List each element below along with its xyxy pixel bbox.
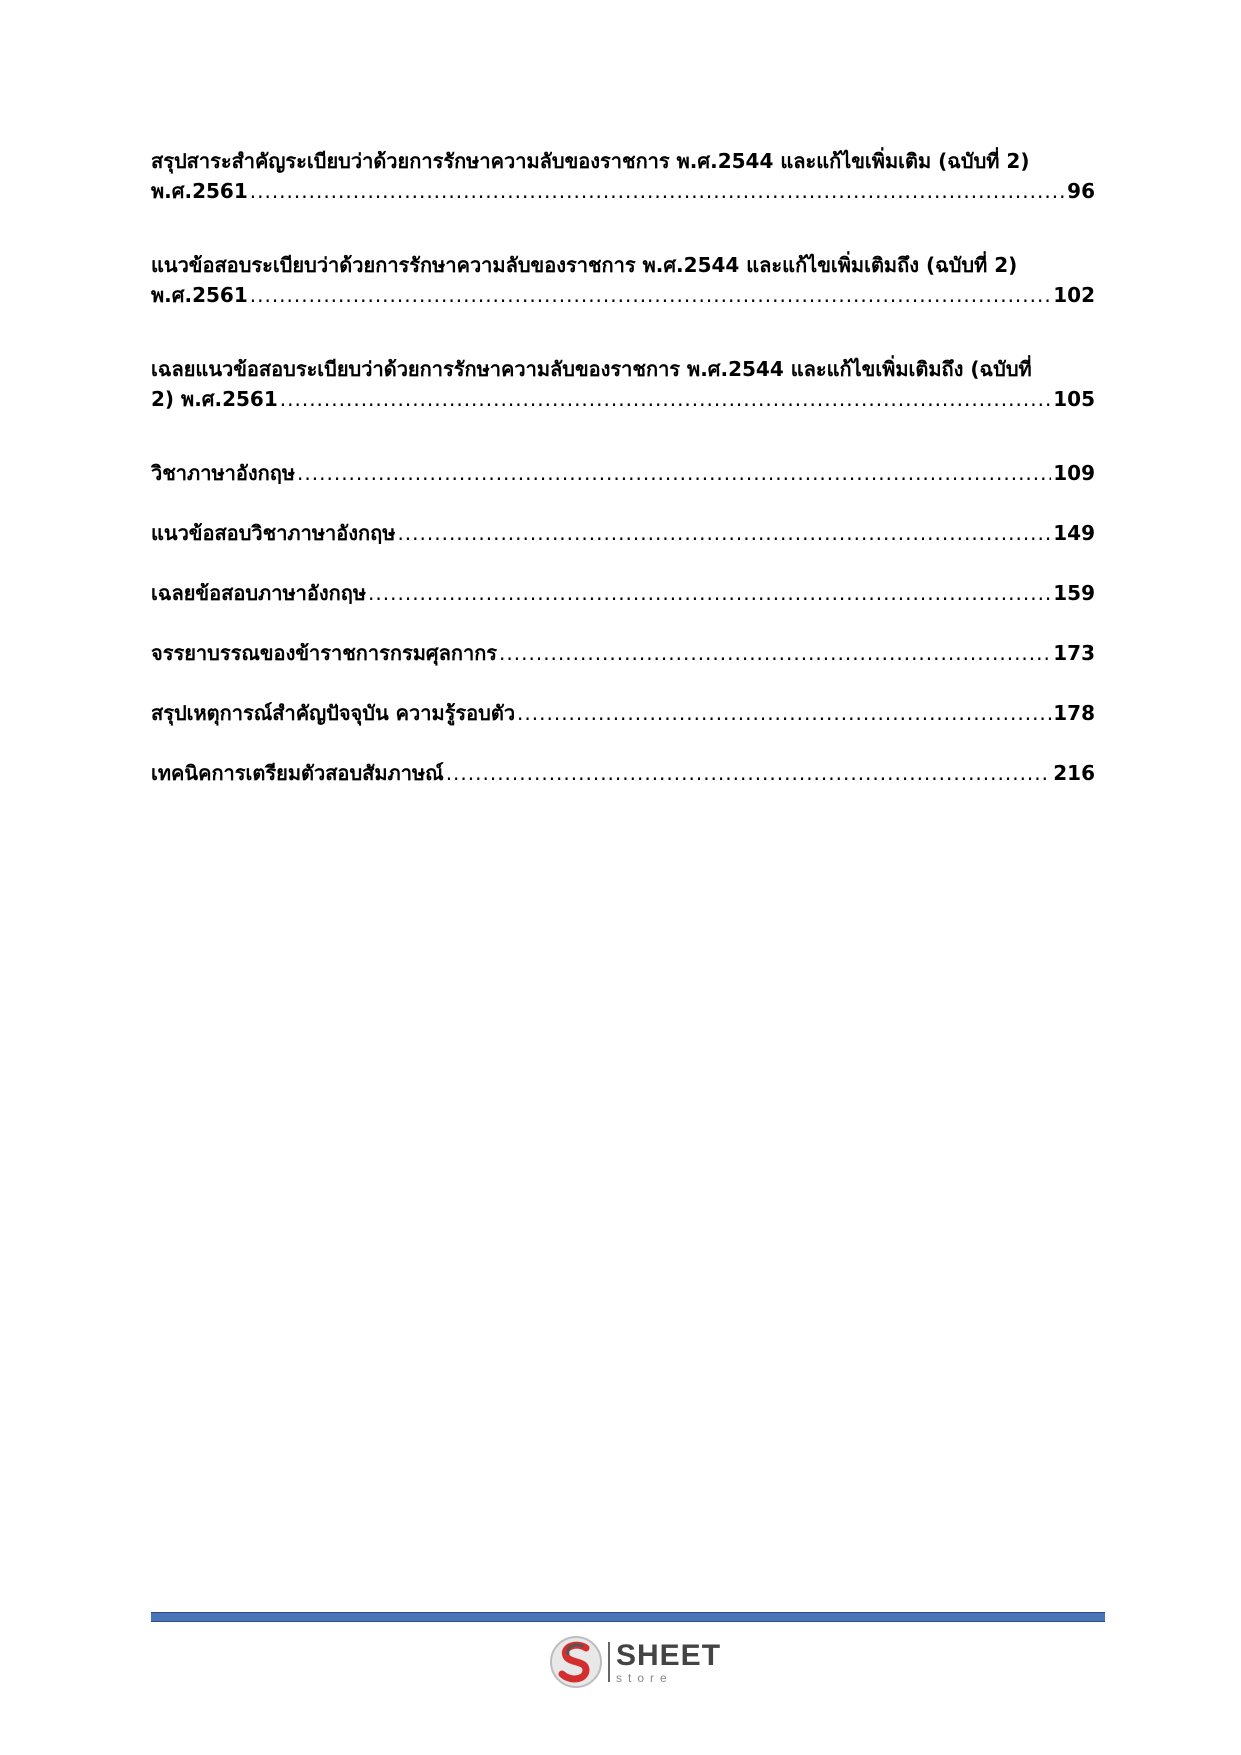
toc-entry[interactable] [151, 146, 1095, 206]
dot-leader [250, 176, 1065, 206]
toc-entry-title: เฉลยแนวข้อสอบระเบียบว่าด้วยการรักษาความลับของราชการ พ.ศ.2544 และแก้ไขเพิ่มเติมถึง (ฉบับที่ [151, 357, 1032, 381]
toc-entry-title-end: พ.ศ.2561 [151, 179, 248, 203]
toc-page-number: 105 [1053, 387, 1095, 411]
footer-divider [151, 1612, 1105, 1622]
table-of-contents [151, 146, 1095, 818]
toc-entry-title: เทคนิคการเตรียมตัวสอบสัมภาษณ์ [151, 761, 444, 785]
toc-page-number: 96 [1067, 179, 1095, 203]
toc-entry-title-end: พ.ศ.2561 [151, 283, 248, 307]
logo-wordmark: SHEET [616, 1638, 722, 1672]
dot-leader [368, 578, 1051, 608]
toc-entry-title: สรุปสาระสำคัญระเบียบว่าด้วยการรักษาความลับของราชการ พ.ศ.2544 และแก้ไขเพิ่มเติม (ฉบับที่ 2) [151, 149, 1030, 173]
dot-leader [499, 638, 1051, 668]
toc-page-number: 109 [1053, 461, 1095, 485]
dot-leader [250, 280, 1052, 310]
dot-leader [280, 384, 1051, 414]
dot-leader [297, 458, 1051, 488]
dot-leader [446, 758, 1052, 788]
toc-entry[interactable] [151, 354, 1095, 414]
toc-page-number: 173 [1053, 641, 1095, 665]
sheet-store-logo [548, 1634, 728, 1690]
toc-entry-title: จรรยาบรรณของข้าราชการกรมศุลกากร [151, 641, 498, 665]
logo-separator [608, 1642, 610, 1682]
toc-entry-title: วิชาภาษาอังกฤษ [151, 461, 296, 485]
toc-entry[interactable] [151, 458, 1095, 488]
toc-entry-title: แนวข้อสอบระเบียบว่าด้วยการรักษาความลับของราชการ พ.ศ.2544 และแก้ไขเพิ่มเติมถึง (ฉบับที่ 2) [151, 253, 1018, 277]
toc-page-number: 149 [1053, 521, 1095, 545]
logo-subtitle: store [616, 1670, 673, 1685]
sheet-store-logo-icon [548, 1634, 604, 1690]
toc-entry-title: เฉลยข้อสอบภาษาอังกฤษ [151, 581, 367, 605]
dot-leader [397, 518, 1051, 548]
toc-page-number: 159 [1053, 581, 1095, 605]
dot-leader [517, 698, 1051, 728]
toc-entry-title: สรุปเหตุการณ์สำคัญปัจจุบัน ความรู้รอบตัว [151, 701, 516, 725]
toc-page-number: 216 [1053, 761, 1095, 785]
toc-page-number: 178 [1053, 701, 1095, 725]
toc-entry[interactable] [151, 578, 1095, 608]
toc-entry-title-end: 2) พ.ศ.2561 [151, 387, 278, 411]
toc-page-number: 102 [1053, 283, 1095, 307]
toc-entry-title: แนวข้อสอบวิชาภาษาอังกฤษ [151, 521, 396, 545]
toc-entry[interactable] [151, 758, 1095, 788]
toc-entry[interactable] [151, 638, 1095, 668]
toc-entry[interactable] [151, 698, 1095, 728]
toc-entry[interactable] [151, 250, 1095, 310]
toc-entry[interactable] [151, 518, 1095, 548]
